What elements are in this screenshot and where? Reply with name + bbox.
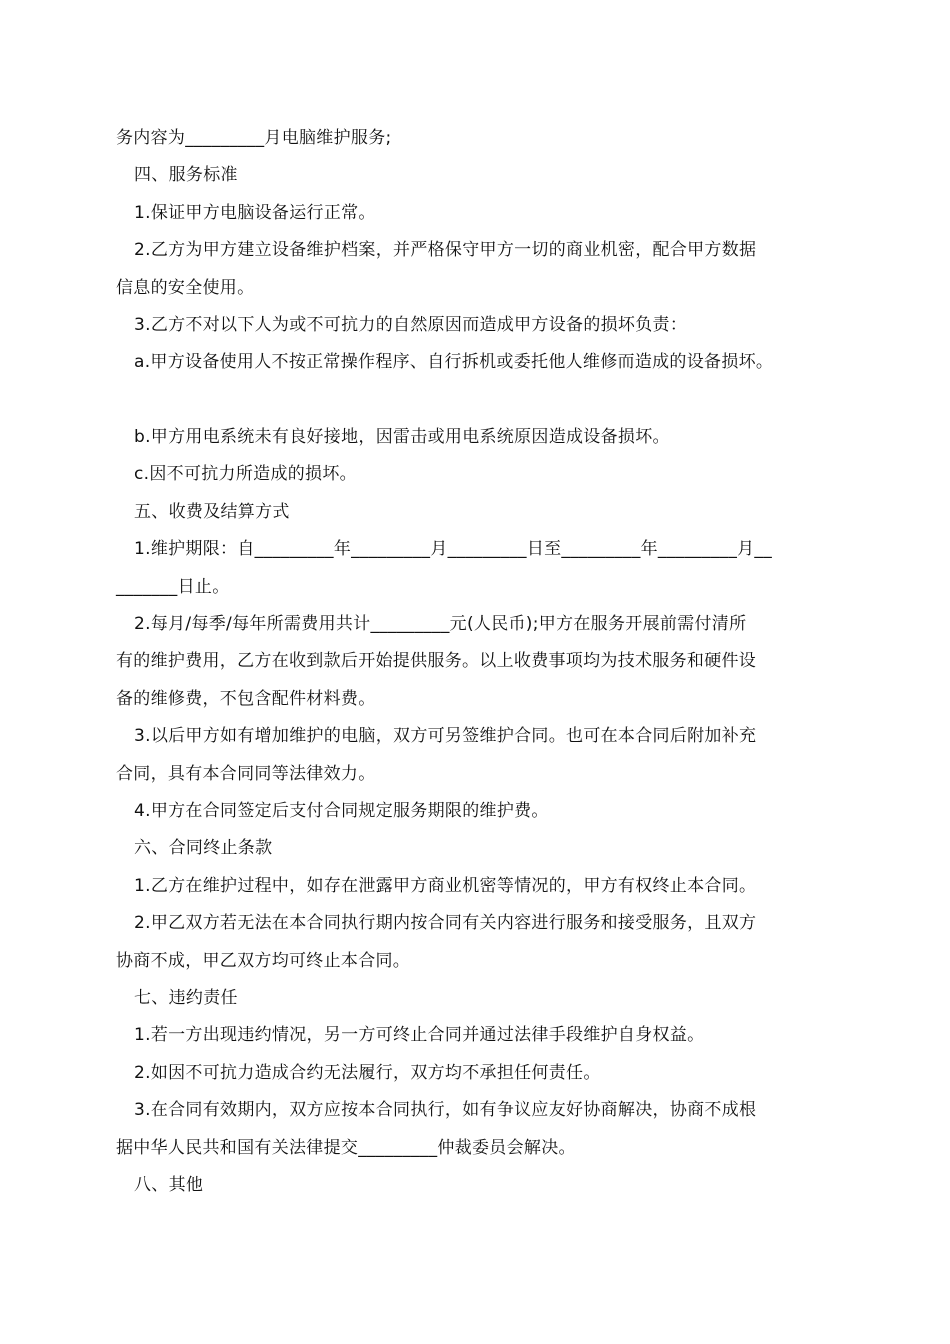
paragraph-line: 3.乙方不对以下人为或不可抗力的自然原因而造成甲方设备的损坏负责： <box>134 315 688 335</box>
paragraph-line: 2.每月/每季/每年所需费用共计_________元(人民币);甲方在服务开展前需付清所 <box>134 614 747 634</box>
paragraph-line: 2.如因不可抗力造成合约无法履行，双方均不承担任何责任。 <box>134 1063 601 1083</box>
paragraph-line: 1.维护期限：自_________年_________月_________日至_________年_________月__ <box>134 539 773 559</box>
section-heading-8: 八、其他 <box>134 1175 204 1195</box>
section-heading-6: 六、合同终止条款 <box>134 838 273 858</box>
paragraph-line: 4.甲方在合同签定后支付合同规定服务期限的维护费。 <box>134 801 549 821</box>
paragraph-line: 2.甲乙双方若无法在本合同执行期内按合同有关内容进行服务和接受服务，且双方 <box>134 913 757 933</box>
paragraph-line: c.因不可抗力所造成的损坏。 <box>134 464 357 484</box>
paragraph-line: 务内容为_________月电脑维护服务; <box>116 128 392 148</box>
paragraph-line: _______日止。 <box>116 577 230 597</box>
section-heading-7: 七、违约责任 <box>134 988 238 1008</box>
paragraph-line: 协商不成，甲乙双方均可终止本合同。 <box>116 951 411 971</box>
paragraph-line: 1.保证甲方电脑设备运行正常。 <box>134 203 376 223</box>
paragraph-line: 据中华人民共和国有关法律提交_________仲裁委员会解决。 <box>116 1138 576 1158</box>
paragraph-line: 3.在合同有效期内，双方应按本合同执行，如有争议应友好协商解决，协商不成根 <box>134 1100 757 1120</box>
paragraph-line: 1.若一方出现违约情况，另一方可终止合同并通过法律手段维护自身权益。 <box>134 1025 705 1045</box>
paragraph-line: 备的维修费，不包含配件材料费。 <box>116 689 376 709</box>
section-heading-4: 四、服务标准 <box>134 165 238 185</box>
paragraph-line: 信息的安全使用。 <box>116 278 255 298</box>
paragraph-line: 合同，具有本合同同等法律效力。 <box>116 764 376 784</box>
paragraph-line: 1.乙方在维护过程中，如存在泄露甲方商业机密等情况的，甲方有权终止本合同。 <box>134 876 757 896</box>
paragraph-line: a.甲方设备使用人不按正常操作程序、自行拆机或委托他人维修而造成的设备损坏。 <box>134 352 774 372</box>
paragraph-line: 3.以后甲方如有增加维护的电脑，双方可另签维护合同。也可在本合同后附加补充 <box>134 726 757 746</box>
paragraph-line: b.甲方用电系统未有良好接地，因雷击或用电系统原因造成设备损坏。 <box>134 427 670 447</box>
section-heading-5: 五、收费及结算方式 <box>134 502 290 522</box>
paragraph-line: 有的维护费用，乙方在收到款后开始提供服务。以上收费事项均为技术服务和硬件设 <box>116 651 757 671</box>
paragraph-line: 2.乙方为甲方建立设备维护档案，并严格保守甲方一切的商业机密，配合甲方数据 <box>134 240 757 260</box>
